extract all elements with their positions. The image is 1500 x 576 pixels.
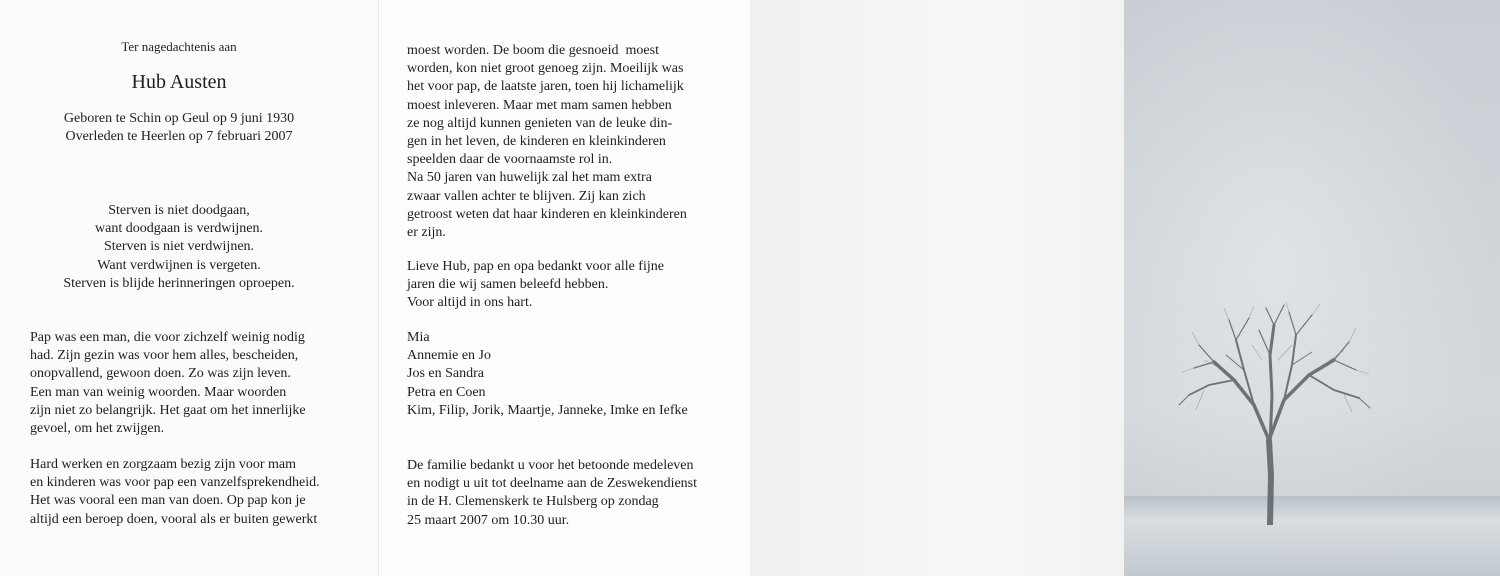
poem-line: Sterven is niet verdwijnen. xyxy=(103,239,255,255)
text-line: Voor altijd in ons hart. xyxy=(407,295,533,311)
signatory: Annemie en Jo xyxy=(407,348,491,364)
text-line: Pap was een man, die voor zichzelf weinig nodig xyxy=(30,330,305,345)
signatory: Mia xyxy=(407,330,430,345)
text-line: zwaar vallen achter te blijven. Zij kan zich xyxy=(407,188,646,204)
poem xyxy=(20,202,338,293)
text-line: er zijn. xyxy=(407,225,446,241)
signatories-list xyxy=(407,329,688,420)
text-line: in de H. Clemenskerk te Hulsberg op zondag xyxy=(407,494,659,510)
text-line: moest worden. De boom die gesnoeid moest xyxy=(407,43,659,58)
text-line: ze nog altijd kunnen genieten van de leuke din- xyxy=(407,115,673,131)
signatory: Petra en Coen xyxy=(407,384,486,400)
birth-line: Geboren te Schin op Geul op 9 juni 1930 xyxy=(63,111,295,127)
paragraph-service-invitation xyxy=(407,457,697,530)
text-line: gevoel, om het zwijgen. xyxy=(30,421,165,437)
middle-page xyxy=(378,0,750,576)
deceased-name: Hub Austen xyxy=(131,71,227,94)
heading-block xyxy=(20,38,338,147)
poem-line: Want verdwijnen is vergeten. xyxy=(97,257,261,273)
dedication-text: Ter nagedachtenis aan xyxy=(121,39,237,54)
text-line: Na 50 jaren van huwelijk zal het mam extra xyxy=(407,170,652,186)
bare-tree-icon xyxy=(1174,300,1374,525)
text-line: Hard werken en zorgzaam bezig zijn voor mam xyxy=(30,457,297,472)
life-dates xyxy=(20,110,338,146)
text-line: gen in het leven, de kinderen en kleinkinderen xyxy=(407,134,666,150)
text-line: De familie bedankt u voor het betoonde medeleven xyxy=(407,458,694,473)
text-line: zijn niet zo belangrijk. Het gaat om het innerlijke xyxy=(30,402,306,418)
text-line: Een man van weinig woorden. Maar woorden xyxy=(30,384,287,400)
text-line: 25 maart 2007 om 10.30 uur. xyxy=(407,512,570,528)
text-line: onopvallend, gewoon doen. Zo was zijn leven. xyxy=(30,366,291,382)
poem-line: Sterven is blijde herinneringen oproepen. xyxy=(63,275,295,291)
text-line: en kinderen was voor pap een vanzelfsprekendheid. xyxy=(30,475,320,491)
text-line: Het was vooral een man van doen. Op pap kon je xyxy=(30,493,306,509)
signatory: Kim, Filip, Jorik, Maartje, Janneke, Imke en Iefke xyxy=(407,402,688,418)
left-page xyxy=(0,0,378,576)
text-line: speelden daar de voornaamste rol in. xyxy=(407,152,613,168)
text-line: en nodigt u uit tot deelname aan de Zeswekendienst xyxy=(407,476,698,492)
paragraph-character xyxy=(30,329,306,438)
signatory: Jos en Sandra xyxy=(407,366,484,382)
text-line: jaren die wij samen beleefd hebben. xyxy=(407,277,609,293)
text-line: Lieve Hub, pap en opa bedankt voor alle fijne xyxy=(407,259,664,274)
text-line: moest inleveren. Maar met mam samen hebben xyxy=(407,97,672,113)
paragraph-later-years xyxy=(407,42,687,242)
paragraph-farewell xyxy=(407,258,664,313)
text-line: worden, kon niet groot genoeg zijn. Moeilijk was xyxy=(407,61,684,77)
paragraph-work xyxy=(30,456,320,529)
poem-line: want doodgaan is verdwijnen. xyxy=(95,221,263,237)
text-line: had. Zijn gezin was voor hem alles, bescheiden, xyxy=(30,348,299,364)
text-line: het voor pap, de laatste jaren, toen hij lichamelijk xyxy=(407,79,684,95)
death-line: Overleden te Heerlen op 7 februari 2007 xyxy=(65,129,293,145)
text-line: getroost weten dat haar kinderen en kleinkinderen xyxy=(407,206,687,222)
text-line: altijd een beroep doen, vooral als er buiten gewerkt xyxy=(30,511,318,527)
poem-line: Sterven is niet doodgaan, xyxy=(108,203,250,218)
blank-page xyxy=(750,0,1124,576)
tree-photo xyxy=(1124,0,1500,576)
